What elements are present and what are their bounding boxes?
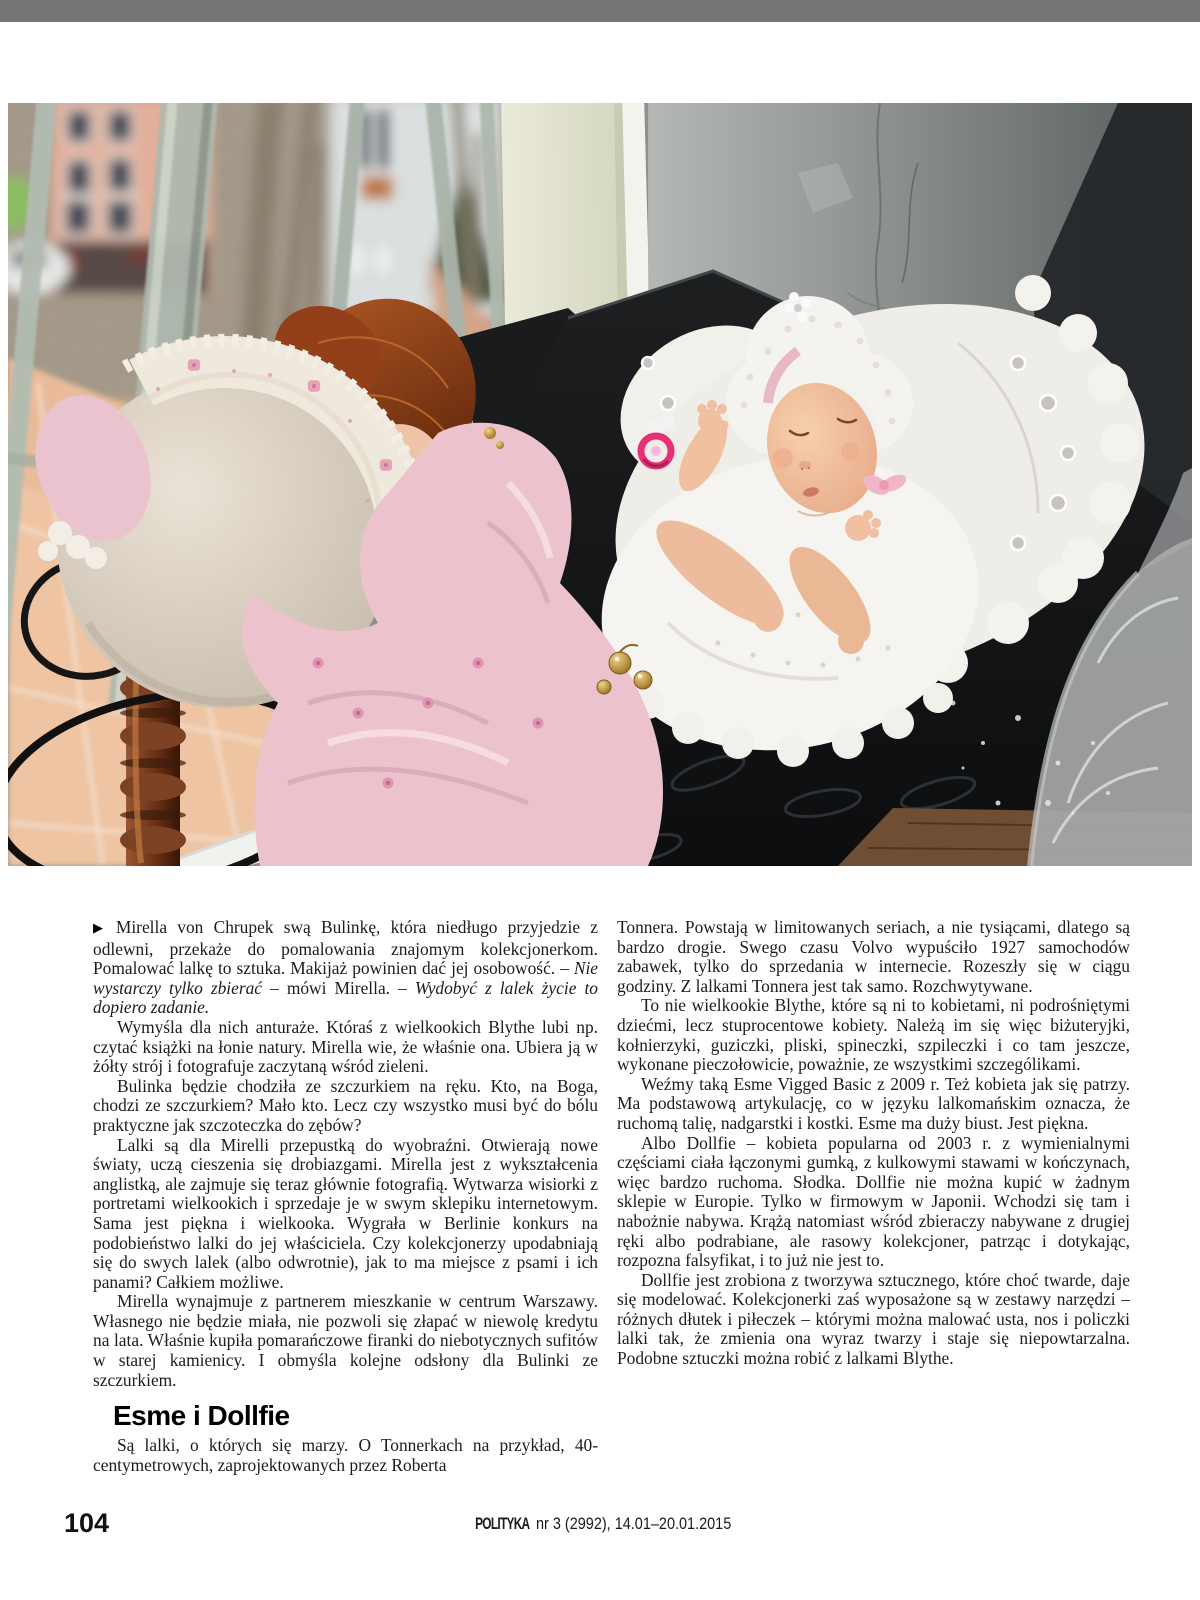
footer-imprint bbox=[0, 1514, 1200, 1534]
page-number: 104 bbox=[64, 1508, 110, 1538]
paragraph-lead bbox=[93, 918, 598, 1018]
paragraph: Mirella wynajmuje z partnerem mieszkanie w centrum Warszawy. Własnego nie będzie miała, nie pozwoli się złapać w niewolę kredytu na lata. Właśnie kupiła pomarańczowe firanki do niebotycznych sufitów w starej kamienicy. I obmyśla kolejne odsłony dla Bulinki ze szczurkiem. bbox=[93, 1291, 598, 1390]
section-heading: Esme i Dollfie bbox=[113, 1400, 290, 1432]
article-columns bbox=[93, 918, 1130, 1475]
page-footer bbox=[0, 1506, 1200, 1546]
paragraph: Tonnera. Powstają w limitowanych seriach, a nie tysiącami, dlatego są bardzo drogie. Swego czasu Volvo wypuściło 1927 samochodów zabawek, tylko do sprzedania w internecie. Rozeszły się w ciągu godziny. Z lalkami Tonnera jest tak samo. Rozchwytywane. bbox=[617, 917, 1130, 996]
article-photo bbox=[8, 103, 1192, 866]
paragraph: To nie wielkookie Blythe, które są ni to kobietami, ni podrośniętymi dziećmi, lecz stuprocentowe kobiety. Należą im się więc biżuteryjki, kołnierzyki, guziczki, pliski, spineczki, szpileczki i co tam jeszcze, wykonane pieczołowicie, poważnie, ze wszystkimi szczególikami. bbox=[617, 995, 1130, 1075]
photo-illustration bbox=[8, 103, 1192, 866]
paragraph: Lalki są dla Mirelli przepustką do wyobraźni. Otwierają nowe światy, uczą cieszenia się drobiazgami. Mirella jest z wykształcenia anglistką, ale zajmuje się teraz głównie fotografią. Wytwarza wisiorki z portretami wielkookich i sprzedaje je w swym sklepiku internetowym. Sama jest piękna i wielkooka. Wygrała w Berlinie konkurs na podobieństwo lalki do jej właściciela. Czy kolekcjonerzy upodabniają się do swych lalek (albo odwrotnie), jak to ma miejsce z psami i ich panami? Całkiem możliwe. bbox=[93, 1134, 598, 1292]
column-left bbox=[93, 918, 598, 1475]
lead-text: Mirella von Chrupek swą Bulinkę, która niedługo przyjedzie z odlewni, przekaże do pomalowania znajomym kolekcjonerkom. Pomalować lalkę to sztuka. Makijaż powinien dać jej osobowość. – bbox=[93, 917, 598, 979]
lead-quote-2: Wydobyć z lalek życie to dopiero zadanie. bbox=[93, 977, 598, 1018]
footer-publication-logo: POLITYKA bbox=[474, 1514, 530, 1533]
paragraph: Weźmy taką Esme Vigged Basic z 2009 r. Też kobieta jak się patrzy. Ma podstawową artykulację, co w języku lalkomańskim oznacza, że ruchomą talię, nadgarstki i kostki. Esme ma duży biust. Jest piękna. bbox=[617, 1073, 1130, 1133]
footer-issue: nr 3 (2992), 14.01–20.01.2015 bbox=[531, 1514, 732, 1533]
lead-quote-1: Nie wystarczy tylko zbierać bbox=[93, 958, 598, 998]
paragraph: Wymyśla dla nich anturaże. Któraś z wielkookich Blythe lubi np. czytać książki na łonie natury. Mirella wie, że właśnie ona. Ubiera ją w żółty strój i fotografuje zaczytaną wśród zieleni. bbox=[93, 1016, 598, 1077]
column-right bbox=[617, 918, 1130, 1475]
paragraph: Bulinka będzie chodziła ze szczurkiem na ręku. Kto, na Boga, chodzi ze szczurkiem? Mało kto. Lecz czy wszystko musi być do bólu praktyczne jak szczoteczka do zębów? bbox=[93, 1075, 598, 1135]
paragraph-marker-icon: ▶ bbox=[93, 921, 109, 936]
paragraph: Dollfie jest zrobiona z tworzywa sztucznego, które choć twarde, daje się modelować. Kolekcjonerki zaś wyposażone są w zestawy narzędzi – różnych dłutek i piłeczek – którymi można malować usta, nos i policzki lalki tak, że zmienia ona wyraz twarzy i staje się niepowtarzalna. Podobne sztuczki można robić z lalkami Blythe. bbox=[617, 1269, 1130, 1369]
paragraph: Są lalki, o których się marzy. O Tonnerkach na przykład, 40-centymetrowych, zaprojektowanych przez Roberta bbox=[93, 1435, 598, 1475]
lead-attribution: – mówi Mirella. – bbox=[262, 977, 415, 998]
top-gray-bar bbox=[0, 0, 1200, 22]
paragraph: Albo Dollfie – kobieta popularna od 2003 r. z wymienialnymi częściami ciała łączonymi gumką, z kulkowymi stawami w kończynach, więc bardzo ruchoma. Słodka. Dollfie nie można kupić w żadnym sklepie w Europie. Tylko w firmowym w Japonii. Wchodzi się tam i nabożnie nabywa. Krążą natomiast wśród zbieraczy nabywane z drugiej ręki albo podrabiane, ale rasowy kolekcjoner, patrząc i dotykając, rozpozna falsyfikat, i to już nie jest to. bbox=[617, 1132, 1130, 1271]
